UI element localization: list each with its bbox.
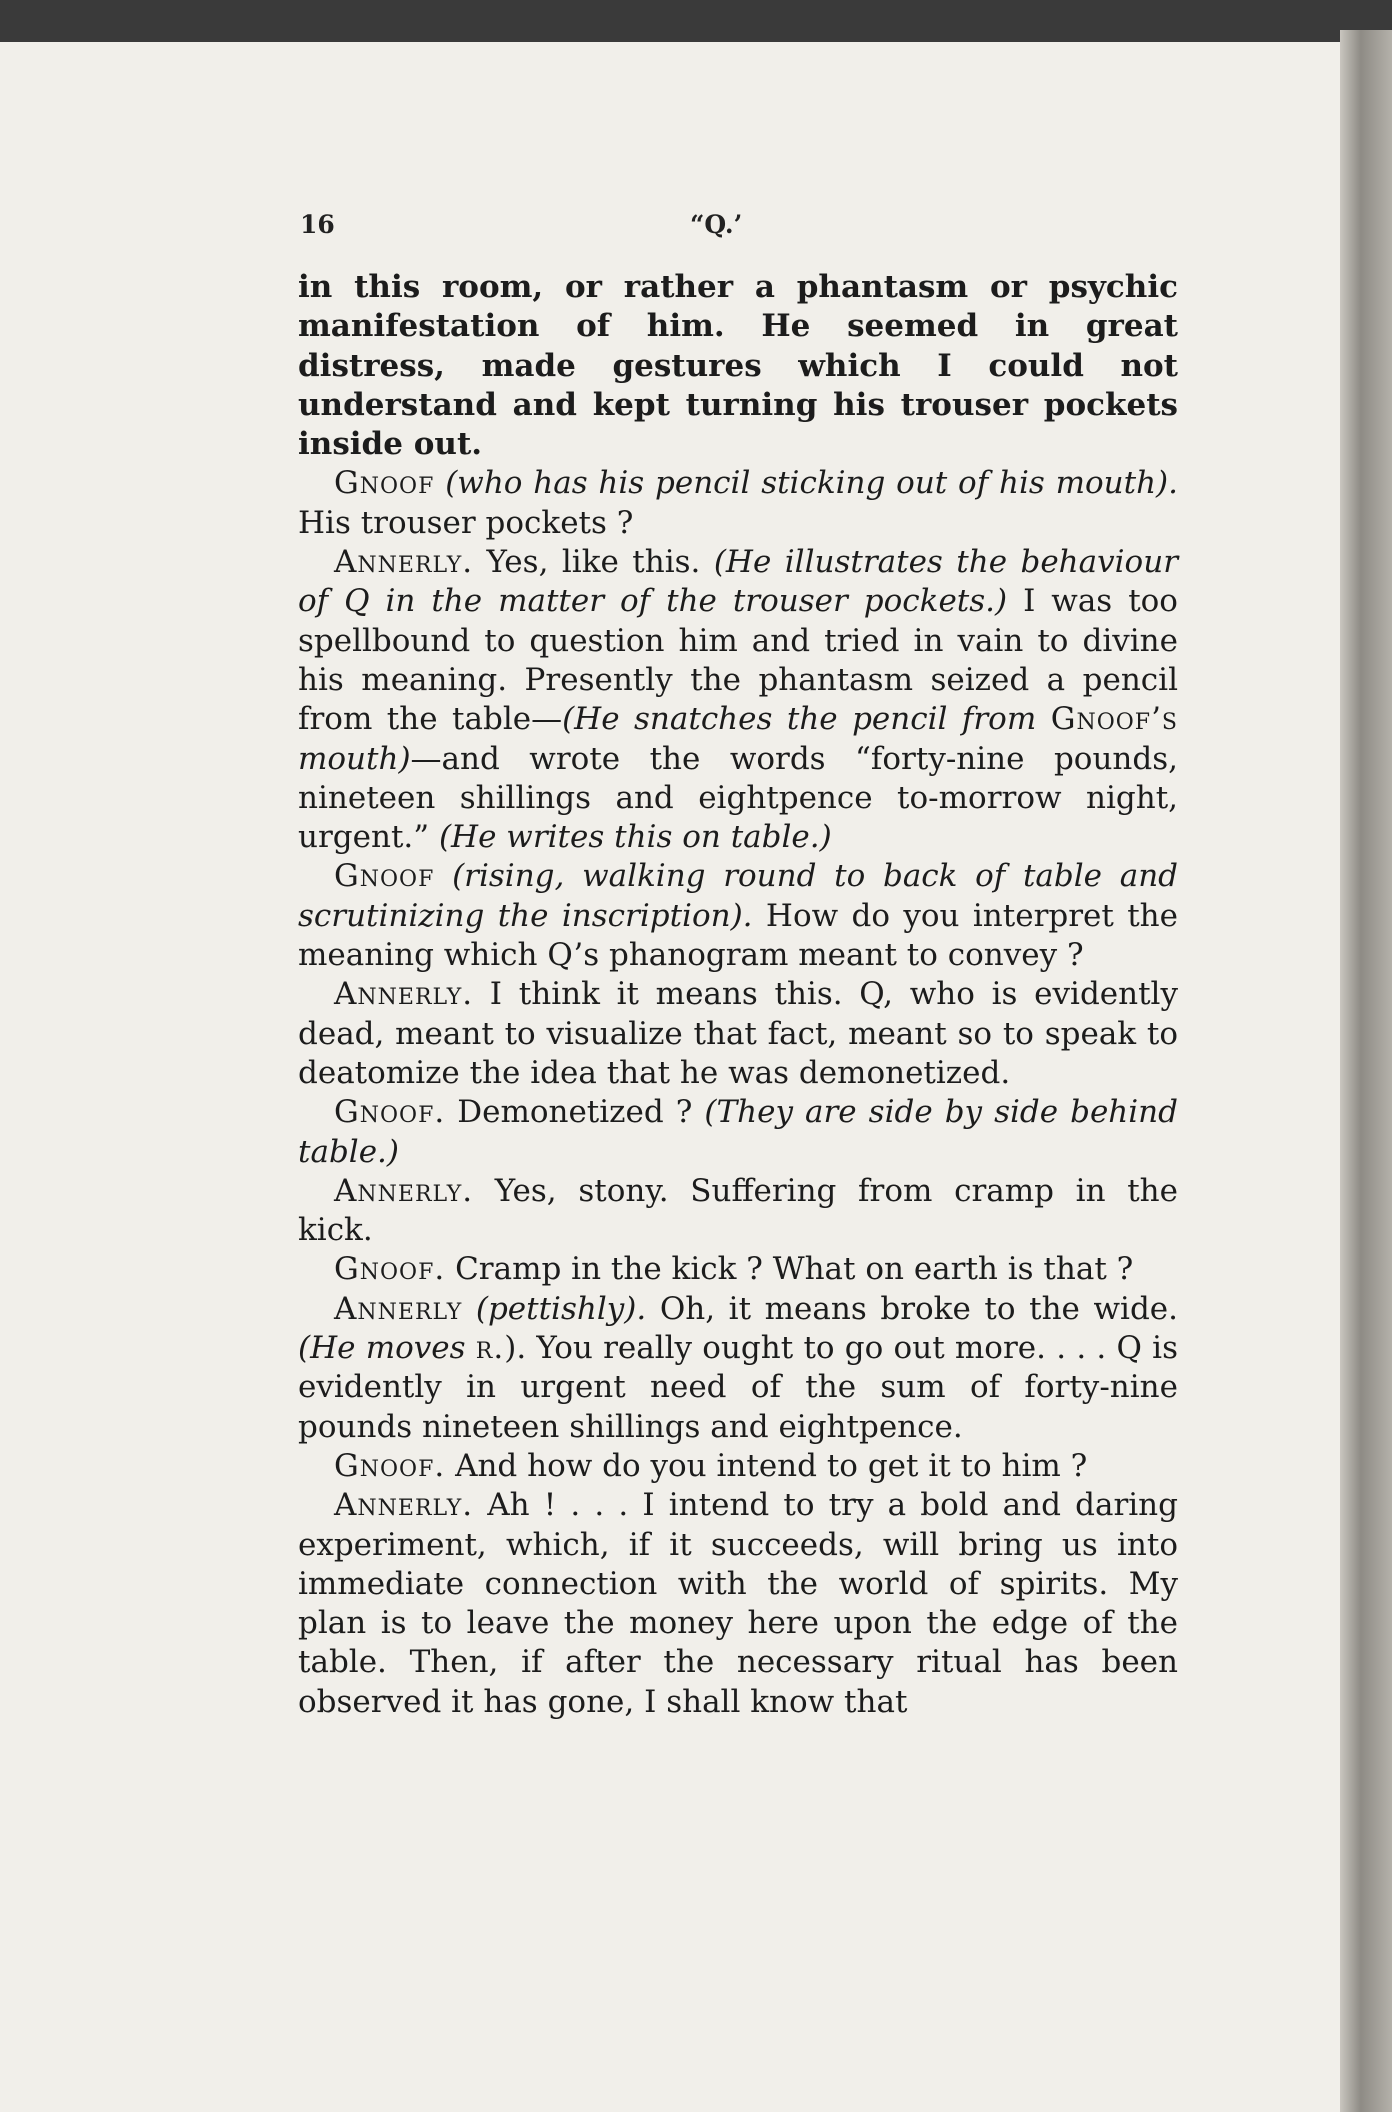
paragraph-8 [298,1250,1178,1289]
paragraph-text: in this room, or rather a phantasm or psychic manifestation of him. He seemed in great distress, made gestures which I could not understand and kept turning his trouser pockets inside out. [298,269,1178,463]
running-title: “Q.’ [690,210,743,239]
stage-position: r. [475,1330,505,1367]
speaker-name: Annerly. [334,1487,474,1524]
book-spine-edge [1340,30,1392,2112]
running-head [300,210,1178,250]
speaker-name: Gnoof [334,465,435,502]
stage-direction: (pettishly). [475,1290,647,1327]
paragraph-2 [298,464,1178,543]
paragraph-1 [298,268,1178,464]
paragraph-9 [298,1290,1178,1447]
paragraph-text: Yes, like this. [473,544,714,581]
paragraph-text: I think it means this. Q, who is evidently dead, meant to visualize that fact, meant so to speak to deatomize the idea that he was demonetized. [298,976,1178,1091]
speaker-name: Annerly. [334,976,474,1013]
stage-direction: (He snatches the pencil from [562,701,1037,738]
paragraph-text: And how do you intend to get it to him ? [445,1447,1088,1484]
speaker-name: Annerly [334,1290,463,1327]
paragraph-text: I was too spellbound to question him and tried in vain to divine his meaning. Presently the phantasm seized a pencil from the table— [298,583,1178,738]
stage-direction: (He illustrates the behaviour of Q in the matter of the trouser pockets.) [298,544,1179,620]
speaker-name: Gnoof. [334,1447,446,1484]
stage-direction-close: ). [504,1330,527,1367]
paragraph-text: Oh, it means broke to the wide. [646,1290,1178,1327]
paragraph-text: His trouser pockets ? [298,504,634,541]
paragraph-text: Demonetized ? [445,1094,705,1131]
stage-direction: mouth) [298,740,411,777]
paragraph-5 [298,975,1178,1093]
paragraph-11 [298,1486,1178,1722]
speaker-name: Gnoof [334,858,435,895]
paragraph-10 [298,1447,1178,1486]
paragraph-text: Cramp in the kick ? What on earth is that ? [445,1251,1134,1288]
stage-direction: (He writes this on table.) [438,819,832,856]
paragraph-4 [298,857,1178,975]
speaker-name: Gnoof. [334,1251,446,1288]
paragraph-text: How do you interpret the meaning which Q’s phanogram meant to convey ? [298,897,1178,974]
paragraph-text: —and wrote the words “forty-nine pounds, nineteen shillings and eightpence to-morrow night, urgent.” [298,740,1178,856]
paragraph-text: You really ought to go out more. . . . Q is evidently in urgent need of the sum of forty-nine pounds nineteen shillings and eightpence. [298,1330,1178,1445]
stage-direction: (rising, walking round to back of table and scrutinizing the inscription). [298,858,1178,934]
stage-direction: (They are side by side behind table.) [298,1094,1178,1170]
paragraph-6 [298,1093,1178,1172]
paragraph-text: Yes, stony. Suffering from cramp in the kick. [298,1172,1178,1249]
paragraph-7 [298,1172,1178,1251]
stage-direction: (He moves [298,1330,466,1367]
paragraph-3 [298,543,1178,857]
paragraph-text: Ah ! . . . I intend to try a bold and daring experiment, which, if it succeeds, will bring us into immediate connection with the world of spirits. My plan is to leave the money here upon the edge of the table. Then, if after the necessary ritual has been observed it has gone, I shall know that [298,1487,1178,1720]
body-text [298,268,1178,1722]
stage-direction: (who has his pencil sticking out of his mouth). [445,465,1179,502]
scan-top-border [0,0,1392,42]
speaker-name: Gnoof. [334,1094,446,1131]
speaker-name: Gnoof’s [1050,701,1178,738]
page-number: 16 [300,210,335,239]
speaker-name: Annerly. [334,544,474,581]
speaker-name: Annerly. [334,1172,474,1209]
